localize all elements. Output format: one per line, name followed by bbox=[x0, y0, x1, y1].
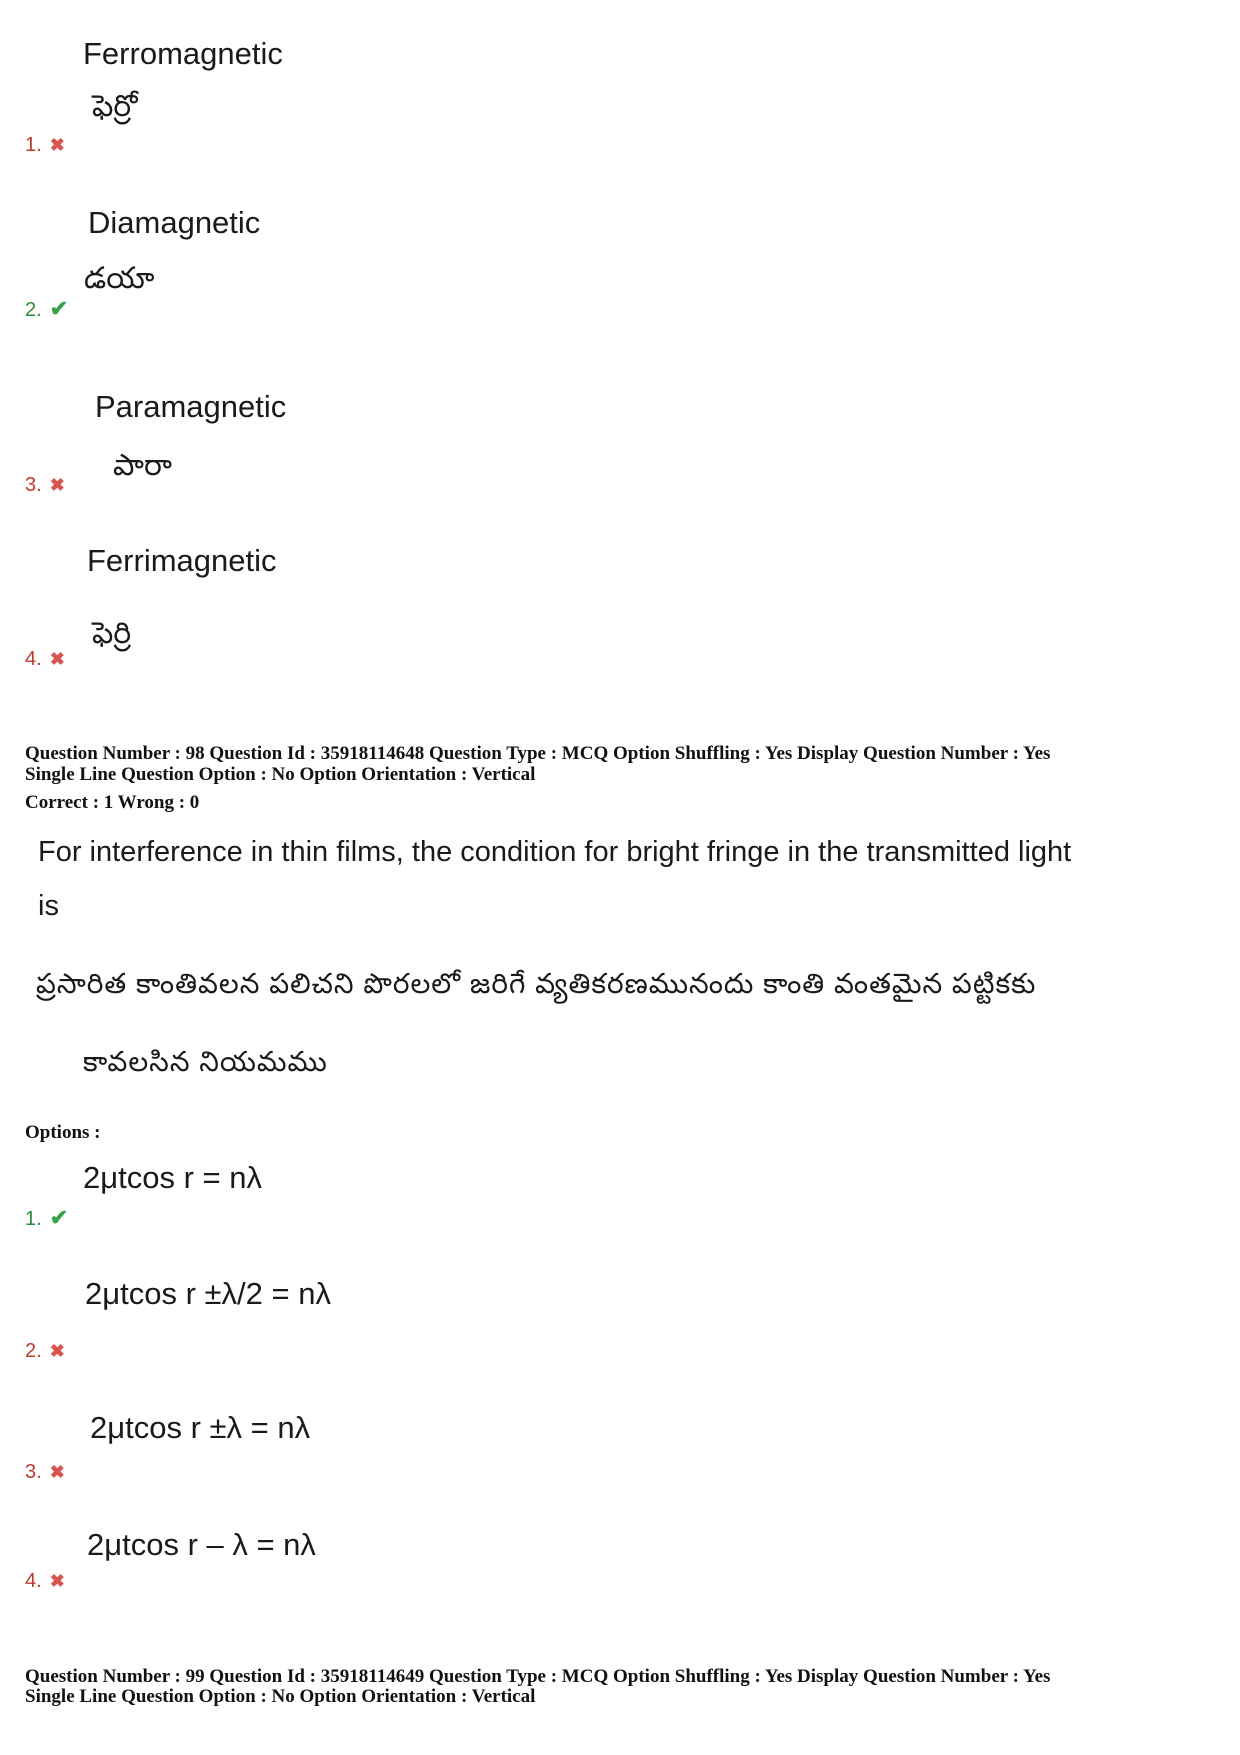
checkmark-icon: ✔ bbox=[49, 1205, 69, 1230]
prev-option-1-number: 1. bbox=[25, 134, 42, 156]
prev-option-4-number: 4. bbox=[25, 648, 42, 670]
prev-option-3-number: 3. bbox=[25, 474, 42, 496]
question-98-option-2-number: 2. bbox=[25, 1340, 42, 1362]
prev-option-1-telugu: ఫెర్రో bbox=[92, 90, 138, 123]
prev-option-4-telugu: ఫెర్రి bbox=[92, 617, 132, 650]
prev-option-1-number-row bbox=[25, 134, 65, 157]
prev-option-3-english: Paramagnetic bbox=[95, 389, 287, 424]
wrong-icon: ✖ bbox=[49, 1462, 65, 1482]
question-98-option-4-number: 4. bbox=[25, 1570, 42, 1592]
prev-option-3-telugu: పారా bbox=[113, 449, 173, 482]
question-99-meta-line1: Question Number : 99 Question Id : 35918114649 Question Type : MCQ Option Shuffling : Yes Display Question Number : Yes bbox=[25, 1666, 1051, 1687]
prev-option-2-telugu: డయా bbox=[84, 262, 155, 295]
question-98-meta-line2: Single Line Question Option : No Option Orientation : Vertical bbox=[25, 764, 536, 785]
question-99-meta-line2: Single Line Question Option : No Option Orientation : Vertical bbox=[25, 1686, 536, 1707]
wrong-icon: ✖ bbox=[49, 1571, 65, 1591]
question-98-option-1-text: 2μtcos r = nλ bbox=[83, 1160, 262, 1195]
prev-option-2-english: Diamagnetic bbox=[88, 205, 261, 240]
prev-option-1-english: Ferromagnetic bbox=[83, 36, 283, 71]
prev-option-4-number-row bbox=[25, 648, 65, 671]
question-98-option-2-text: 2μtcos r ±λ/2 = nλ bbox=[85, 1276, 331, 1311]
question-98-option-4-text: 2μtcos r – λ = nλ bbox=[87, 1527, 316, 1562]
question-98-option-3-number: 3. bbox=[25, 1461, 42, 1483]
question-98-text-telugu-line2: కావలసిన నియమము bbox=[83, 1046, 328, 1077]
wrong-icon: ✖ bbox=[49, 475, 65, 495]
wrong-icon: ✖ bbox=[49, 649, 65, 669]
question-98-option-1-number-row bbox=[25, 1205, 68, 1231]
wrong-icon: ✖ bbox=[49, 135, 65, 155]
question-98-option-3-text: 2μtcos r ±λ = nλ bbox=[90, 1410, 311, 1445]
prev-option-4-english: Ferrimagnetic bbox=[87, 543, 277, 578]
prev-option-2-number: 2. bbox=[25, 299, 42, 321]
wrong-icon: ✖ bbox=[49, 1341, 65, 1361]
question-98-option-1-number: 1. bbox=[25, 1208, 42, 1230]
question-98-text-english-line1: For interference in thin films, the condition for bright fringe in the transmitted light bbox=[38, 836, 1072, 868]
prev-option-3-number-row bbox=[25, 474, 65, 497]
checkmark-icon: ✔ bbox=[49, 296, 69, 321]
question-98-option-4-number-row bbox=[25, 1570, 65, 1593]
question-98-meta-line1: Question Number : 98 Question Id : 35918114648 Question Type : MCQ Option Shuffling : Yes Display Question Number : Yes bbox=[25, 743, 1051, 764]
prev-option-2-number-row bbox=[25, 296, 68, 322]
question-98-text-telugu-line1: ప్రసారిత కాంతివలన పలిచని పొరలలో జరిగే వ్యతికరణమునందు కాంతి వంతమైన పట్టికకు bbox=[36, 968, 1037, 999]
question-98-text-english-line2: is bbox=[38, 890, 59, 922]
question-98-option-3-number-row bbox=[25, 1461, 65, 1484]
options-label: Options : bbox=[25, 1122, 101, 1143]
question-98-option-2-number-row bbox=[25, 1340, 65, 1363]
question-98-scoring: Correct : 1 Wrong : 0 bbox=[25, 792, 200, 813]
